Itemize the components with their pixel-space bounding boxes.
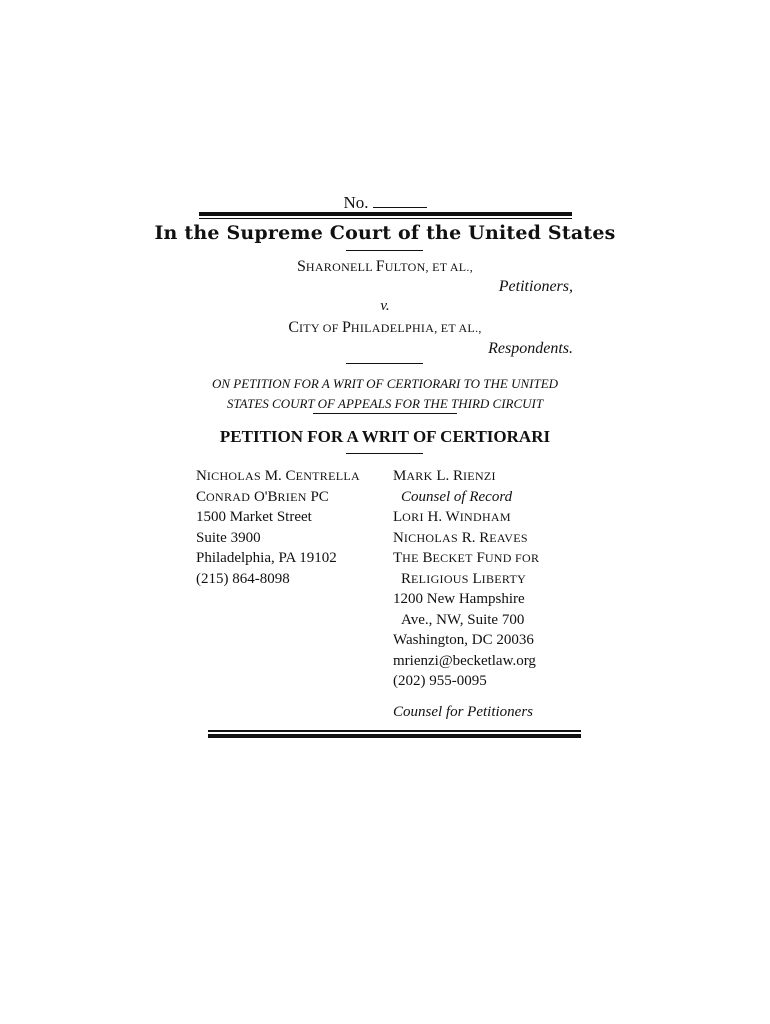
counsel-of-record: Counsel of Record xyxy=(401,488,513,505)
divider-rule xyxy=(346,363,423,364)
divider-rule xyxy=(346,453,423,454)
bottom-double-rule xyxy=(208,734,581,738)
divider-rule xyxy=(346,250,423,251)
counsel-line: MARK L. RIENZI xyxy=(393,468,496,484)
counsel-line: (215) 864-8098 xyxy=(196,570,290,587)
petitioner-role: Petitioners, xyxy=(498,278,573,295)
petitioner-name: SHARONELL FULTON, ET AL., xyxy=(296,258,474,275)
counsel-line: mrienzi@becketlaw.org xyxy=(393,652,536,669)
document-title: PETITION FOR A WRIT OF CERTIORARI xyxy=(219,427,551,446)
top-rule-thin xyxy=(199,218,572,219)
docket-blank-line xyxy=(373,196,427,208)
versus: v. xyxy=(380,298,390,314)
respondent-role: Respondents. xyxy=(488,340,573,357)
respondent-name: CITY OF PHILADELPHIA, ET AL., xyxy=(288,319,482,336)
docket-label: No. xyxy=(343,193,369,212)
counsel-line: CONRAD O'BRIEN PC xyxy=(196,488,329,505)
counsel-line: NICHOLAS R. REAVES xyxy=(393,529,528,546)
right-counsel-block xyxy=(393,466,583,722)
left-counsel-block xyxy=(196,466,391,589)
divider-rule xyxy=(313,413,457,414)
counsel-line: Ave., NW, Suite 700 xyxy=(401,611,525,628)
counsel-line: 1200 New Hampshire xyxy=(393,591,525,607)
bottom-rule-thin xyxy=(208,730,581,732)
petition-line-1: ON PETITION FOR A WRIT OF CERTIORARI TO THE UNITED xyxy=(211,376,559,391)
counsel-line: Philadelphia, PA 19102 xyxy=(196,550,337,566)
counsel-for-petitioners: Counsel for Petitioners xyxy=(393,703,533,720)
counsel-line: RELIGIOUS LIBERTY xyxy=(401,570,527,587)
counsel-line: THE BECKET FUND FOR xyxy=(393,550,540,566)
top-double-rule xyxy=(199,212,572,216)
counsel-line: LORI H. WINDHAM xyxy=(393,509,511,525)
court-caption: In the Supreme Court of the United States xyxy=(154,222,616,244)
docket-number xyxy=(0,193,770,213)
counsel-line: Washington, DC 20036 xyxy=(393,632,534,648)
counsel-line: NICHOLAS M. CENTRELLA xyxy=(196,468,360,484)
counsel-line: 1500 Market Street xyxy=(196,509,312,525)
petition-line-2: STATES COURT OF APPEALS FOR THE THIRD CIRCUIT xyxy=(226,396,544,411)
counsel-line: Suite 3900 xyxy=(196,529,261,546)
counsel-line: (202) 955-0095 xyxy=(393,673,487,689)
